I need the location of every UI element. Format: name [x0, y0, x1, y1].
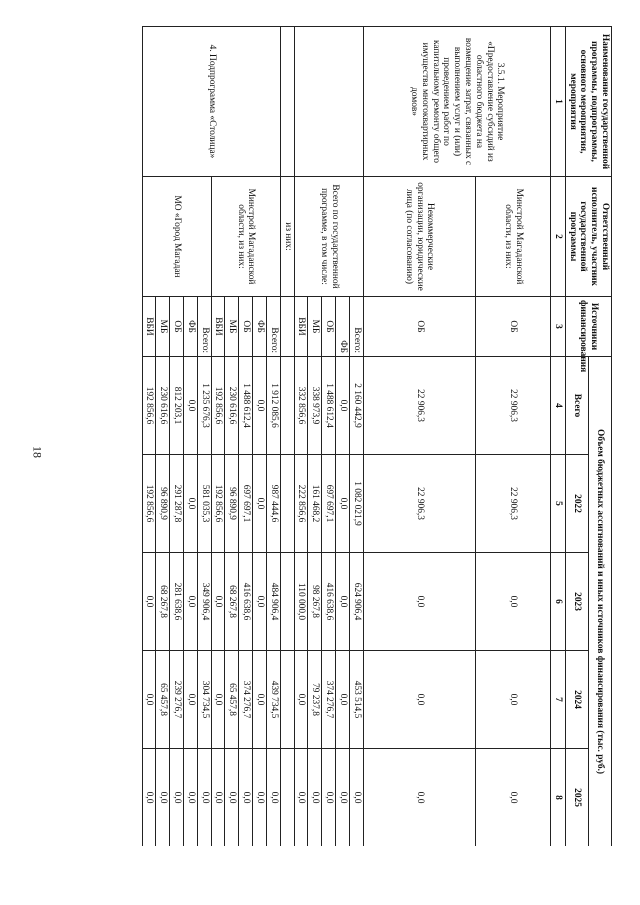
value-cell: 0,0: [336, 553, 350, 651]
table-row: [349, 27, 363, 847]
value-cell: 0,0: [253, 455, 267, 553]
value-cell: 0,0: [211, 553, 225, 651]
index-cell: 3: [550, 297, 565, 357]
table-row: [475, 27, 550, 847]
value-cell: 0,0: [253, 651, 267, 749]
header-year-2025: 2025: [565, 749, 588, 847]
value-cell: 0,0: [294, 651, 308, 749]
value-cell: 624 906,4: [349, 553, 363, 651]
iz-nih-label: из них:: [280, 177, 294, 297]
value-cell: 79 237,8: [308, 651, 322, 749]
measure-name-cell: 3.5.1. Мероприятие «Предоставление субсидий из областного бюджета на возмещение затрат, связанных с выполнением услуг и (или) проведением работ по капитальному ремонту общего имущества многоквартирных домов»: [363, 27, 550, 177]
value-cell: 812 203,1: [170, 357, 184, 455]
value-cell: 0,0: [170, 749, 184, 847]
header-year-2022: 2022: [565, 455, 588, 553]
value-cell: 0,0: [142, 553, 156, 651]
index-cell: 7: [550, 651, 565, 749]
value-cell: 0,0: [239, 749, 253, 847]
value-cell: 192 856,6: [211, 455, 225, 553]
value-cell: 439 734,5: [266, 651, 280, 749]
value-cell: 0,0: [349, 749, 363, 847]
value-cell: 1 235 676,3: [197, 357, 211, 455]
value-cell: 0,0: [225, 749, 239, 847]
source-cell: Всего:: [197, 297, 211, 357]
value-cell: 0,0: [184, 651, 198, 749]
value-cell: 65 457,8: [225, 651, 239, 749]
executor-cell: Некоммерческие организации, юридические лица (по согласованию): [363, 177, 475, 297]
value-cell: 0,0: [142, 651, 156, 749]
value-cell: 96 890,9: [225, 455, 239, 553]
empty-cell: [280, 651, 294, 749]
value-cell: 338 973,9: [308, 357, 322, 455]
value-cell: 0,0: [184, 357, 198, 455]
value-cell: 0,0: [253, 749, 267, 847]
value-cell: 192 856,6: [142, 357, 156, 455]
header-executor: Ответственный исполнитель, участник государственной программы: [565, 177, 611, 297]
value-cell: 416 638,6: [322, 553, 336, 651]
source-cell: МБ: [225, 297, 239, 357]
value-cell: 332 856,6: [294, 357, 308, 455]
index-cell: 5: [550, 455, 565, 553]
value-cell: 484 906,4: [266, 553, 280, 651]
value-cell: 65 457,8: [156, 651, 170, 749]
index-cell: 6: [550, 553, 565, 651]
value-cell: 281 638,6: [170, 553, 184, 651]
value-cell: 374 276,7: [239, 651, 253, 749]
value-cell: 22 906,3: [475, 455, 550, 553]
value-cell: 697 697,1: [322, 455, 336, 553]
value-cell: 0,0: [142, 749, 156, 847]
value-cell: 0,0: [336, 357, 350, 455]
value-cell: 2 160 442,9: [349, 357, 363, 455]
value-cell: 349 906,4: [197, 553, 211, 651]
value-cell: 1 082 021,9: [349, 455, 363, 553]
value-cell: 0,0: [197, 749, 211, 847]
value-cell: 0,0: [336, 455, 350, 553]
source-cell: ВБИ: [294, 297, 308, 357]
value-cell: 0,0: [363, 651, 475, 749]
value-cell: 68 267,8: [156, 553, 170, 651]
value-cell: 0,0: [253, 357, 267, 455]
value-cell: 22 906,3: [475, 357, 550, 455]
value-cell: 581 035,3: [197, 455, 211, 553]
value-cell: 304 734,5: [197, 651, 211, 749]
value-cell: 416 638,6: [239, 553, 253, 651]
executor-cell: Минстрой Магаданской области, из них:: [475, 177, 550, 297]
header-source: Источники финансирования: [565, 297, 611, 357]
value-cell: 110 000,0: [294, 553, 308, 651]
empty-cell: [280, 455, 294, 553]
value-cell: 0,0: [266, 749, 280, 847]
rotated-page-area: [68, 26, 612, 846]
value-cell: 222 856,6: [294, 455, 308, 553]
value-cell: 192 856,6: [211, 357, 225, 455]
source-cell: ФБ: [253, 297, 267, 357]
value-cell: 22 906,3: [363, 357, 475, 455]
value-cell: 697 697,1: [239, 455, 253, 553]
empty-cell: [280, 553, 294, 651]
value-cell: 1 912 085,6: [266, 357, 280, 455]
value-cell: 0,0: [363, 553, 475, 651]
empty-cell: [280, 749, 294, 847]
value-cell: 0,0: [184, 749, 198, 847]
value-cell: 0,0: [363, 749, 475, 847]
value-cell: 0,0: [211, 749, 225, 847]
empty-cell: [280, 357, 294, 455]
value-cell: 374 276,7: [322, 651, 336, 749]
value-cell: 0,0: [253, 553, 267, 651]
value-cell: 1 488 612,4: [239, 357, 253, 455]
executor-cell: Минстрой Магаданской области, из них:: [211, 177, 280, 297]
source-cell: ВБИ: [142, 297, 156, 357]
value-cell: 453 514,5: [349, 651, 363, 749]
source-cell: ФБ: [336, 297, 350, 357]
value-cell: 239 276,7: [170, 651, 184, 749]
source-cell: Всего:: [266, 297, 280, 357]
value-cell: 161 468,2: [308, 455, 322, 553]
value-cell: 0,0: [308, 749, 322, 847]
page-number: 18: [30, 446, 45, 458]
source-cell: Всего:: [349, 297, 363, 357]
source-cell: ОБ: [363, 297, 475, 357]
executor-cell: Всего по государственной программе, в том числе:: [294, 177, 363, 297]
source-cell: МБ: [156, 297, 170, 357]
empty-cell: [280, 297, 294, 357]
source-cell: ОБ: [239, 297, 253, 357]
source-cell: МБ: [308, 297, 322, 357]
value-cell: 192 856,6: [142, 455, 156, 553]
index-cell: 8: [550, 749, 565, 847]
table-wrapper: [68, 26, 612, 846]
header-year-2023: 2023: [565, 553, 588, 651]
empty-name-cell: [294, 27, 363, 177]
source-cell: ОБ: [170, 297, 184, 357]
financing-table: [142, 26, 612, 846]
value-cell: 0,0: [475, 651, 550, 749]
value-cell: 0,0: [184, 455, 198, 553]
value-cell: 0,0: [336, 651, 350, 749]
value-cell: 0,0: [475, 749, 550, 847]
value-cell: 0,0: [475, 553, 550, 651]
header-volume: Объем бюджетных ассигнований и иных источников финансирования (тыс. руб.): [588, 357, 611, 847]
value-cell: 0,0: [184, 553, 198, 651]
header-total: Всего: [565, 357, 588, 455]
source-cell: ОБ: [322, 297, 336, 357]
executor-cell: МО «Город Магадан: [142, 177, 211, 297]
column-index-row: [550, 27, 565, 847]
value-cell: 987 444,6: [266, 455, 280, 553]
empty-name-cell: [280, 27, 294, 177]
table-row: [266, 27, 280, 847]
source-cell: ОБ: [475, 297, 550, 357]
value-cell: 22 906,3: [363, 455, 475, 553]
value-cell: 0,0: [156, 749, 170, 847]
value-cell: 0,0: [211, 651, 225, 749]
header-year-2024: 2024: [565, 651, 588, 749]
value-cell: 96 890,9: [156, 455, 170, 553]
table-row: [280, 27, 294, 847]
index-cell: 4: [550, 357, 565, 455]
value-cell: 0,0: [294, 749, 308, 847]
value-cell: 0,0: [336, 749, 350, 847]
index-cell: 2: [550, 177, 565, 297]
header-name: Наименование государственной программы, подпрограммы, основного мероприятия, мероприятия: [565, 27, 611, 177]
source-cell: ВБИ: [211, 297, 225, 357]
value-cell: 98 267,8: [308, 553, 322, 651]
value-cell: 230 616,6: [225, 357, 239, 455]
value-cell: 230 616,6: [156, 357, 170, 455]
source-cell: ФБ: [184, 297, 198, 357]
index-cell: 1: [550, 27, 565, 177]
subprogram-name-cell: 4. Подпрограмма «Столица»: [142, 27, 280, 177]
header-row: [588, 27, 611, 847]
value-cell: 1 488 612,4: [322, 357, 336, 455]
value-cell: 0,0: [322, 749, 336, 847]
value-cell: 68 267,8: [225, 553, 239, 651]
value-cell: 291 287,8: [170, 455, 184, 553]
